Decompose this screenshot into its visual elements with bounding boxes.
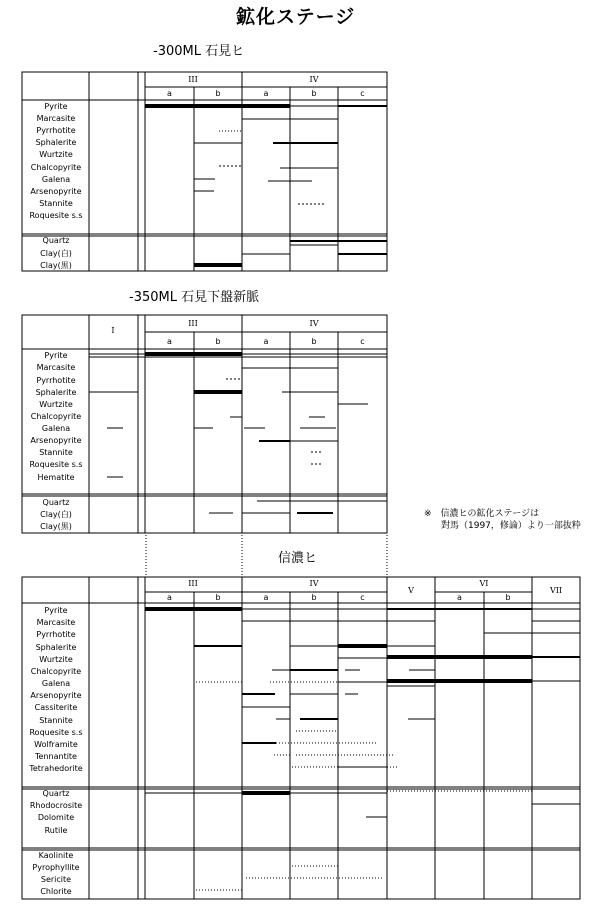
t3-stage-V: V bbox=[408, 586, 414, 595]
t3-mineral-13: Tetrahedorite bbox=[29, 764, 83, 773]
t2-sub-4: c bbox=[360, 337, 365, 346]
t1-mineral-3: Sphalerite bbox=[35, 138, 77, 147]
t2-mineral-3: Sphalerite bbox=[35, 388, 77, 397]
t1-sub-b-3: b bbox=[311, 89, 317, 98]
t3-clay-1: Pyrophyllite bbox=[32, 863, 80, 872]
t1-sub-a-2: a bbox=[263, 89, 269, 98]
table3-title: 信濃ヒ bbox=[278, 551, 318, 566]
t3-mineral-3: Sphalerite bbox=[35, 643, 77, 652]
t3-stage-VII: VII bbox=[549, 586, 563, 595]
t2-sub-0: a bbox=[167, 337, 172, 346]
t2-mineral-10: Hematite bbox=[37, 473, 75, 482]
t2-mineral-8: Stannite bbox=[39, 448, 73, 457]
t1-mineral-4: Wurtzite bbox=[39, 150, 73, 159]
t1-mineral-8: Stannite bbox=[39, 199, 73, 208]
t2-mineral-2: Pyrrhotite bbox=[36, 376, 76, 385]
source-note-line1: ※ 信濃ヒの鉱化ステージは bbox=[424, 509, 540, 519]
t3-gangue-1: Rhodocrosite bbox=[29, 801, 83, 810]
t3-sub-2: a bbox=[263, 593, 269, 602]
page-title: 鉱化ステージ bbox=[236, 6, 356, 28]
t2-mineral-5: Chalcopyrite bbox=[30, 412, 82, 421]
t3-mineral-4: Wurtzite bbox=[39, 655, 73, 664]
t2-sub-3: b bbox=[311, 337, 317, 346]
t3-sub-0: a bbox=[167, 593, 172, 602]
t3-sub-6: b bbox=[505, 593, 511, 602]
t2-sub-1: b bbox=[215, 337, 221, 346]
table2-title: -350ML 石見下盤新脈 bbox=[129, 290, 260, 305]
t3-mineral-10: Roquesite s.s bbox=[29, 728, 83, 737]
t2-mineral-9: Roquesite s.s bbox=[29, 460, 83, 469]
t3-mineral-1: Marcasite bbox=[36, 618, 76, 627]
t3-gangue-3: Rutile bbox=[44, 826, 68, 835]
t1-mineral-6: Galena bbox=[41, 175, 71, 184]
t3-frame bbox=[22, 577, 580, 899]
t1-sub-b-1: b bbox=[215, 89, 221, 98]
t2-mineral-1: Marcasite bbox=[36, 363, 76, 372]
t3-sub-1: b bbox=[215, 593, 221, 602]
t2-sub-2: a bbox=[263, 337, 269, 346]
t2-stage-I: I bbox=[111, 326, 115, 335]
t3-stage-III: III bbox=[188, 579, 198, 588]
t2-gangue-0: Quartz bbox=[42, 498, 70, 507]
t2-stage-IV: IV bbox=[309, 319, 319, 328]
t3-clay-0: Kaolinite bbox=[38, 851, 74, 860]
table1-title: -300ML 石見ヒ bbox=[153, 44, 245, 59]
t3-mineral-7: Arsenopyrite bbox=[30, 691, 82, 700]
t1-sub-c-4: c bbox=[360, 89, 365, 98]
t1-mineral-1: Marcasite bbox=[36, 114, 76, 123]
t1-gangue-0: Quartz bbox=[42, 236, 70, 245]
t3-mineral-0: Pyrite bbox=[44, 606, 68, 615]
source-note-line2: 對馬（1997，修論）より一部抜粋 bbox=[441, 521, 581, 531]
t1-mineral-7: Arsenopyrite bbox=[30, 187, 82, 196]
t3-gangue-2: Dolomite bbox=[37, 813, 75, 822]
t3-sub-3: b bbox=[311, 593, 317, 602]
t3-clay-3: Chlorite bbox=[40, 887, 72, 896]
t2-stage-III: III bbox=[188, 319, 198, 328]
t3-stage-VI: VI bbox=[479, 579, 489, 588]
t3-stage-IV: IV bbox=[309, 579, 319, 588]
t2-mineral-6: Galena bbox=[41, 424, 71, 433]
t1-stage-III: III bbox=[188, 75, 198, 84]
t2-mineral-4: Wurtzite bbox=[39, 400, 73, 409]
t3-mineral-12: Tennantite bbox=[35, 752, 77, 761]
t2-mineral-0: Pyrite bbox=[44, 351, 68, 360]
t1-mineral-2: Pyrrhotite bbox=[36, 126, 76, 135]
t3-clay-2: Sericite bbox=[40, 875, 72, 884]
t3-mineral-9: Stannite bbox=[39, 716, 73, 725]
t3-sub-4: c bbox=[360, 593, 365, 602]
t3-mineral-11: Wolframite bbox=[34, 740, 78, 749]
t1-stage-IV: IV bbox=[309, 75, 319, 84]
t2-mineral-7: Arsenopyrite bbox=[30, 436, 82, 445]
t1-mineral-5: Chalcopyrite bbox=[30, 163, 82, 172]
t3-sub-5: a bbox=[457, 593, 462, 602]
t2-gangue-2: Clay(黒) bbox=[40, 522, 72, 531]
t3-mineral-6: Galena bbox=[41, 679, 71, 688]
t3-mineral-8: Cassiterite bbox=[34, 703, 78, 712]
t1-gangue-1: Clay(白) bbox=[40, 249, 72, 258]
t3-mineral-5: Chalcopyrite bbox=[30, 667, 82, 676]
t2-gangue-1: Clay(白) bbox=[40, 510, 72, 519]
t1-mineral-9: Roquesite s.s bbox=[29, 211, 83, 220]
t1-mineral-0: Pyrite bbox=[44, 102, 68, 111]
t1-gangue-2: Clay(黒) bbox=[40, 261, 72, 270]
t3-gangue-0: Quartz bbox=[42, 789, 70, 798]
t3-mineral-2: Pyrrhotite bbox=[36, 630, 76, 639]
t1-sub-a-0: a bbox=[167, 89, 172, 98]
t2-frame bbox=[22, 315, 387, 533]
